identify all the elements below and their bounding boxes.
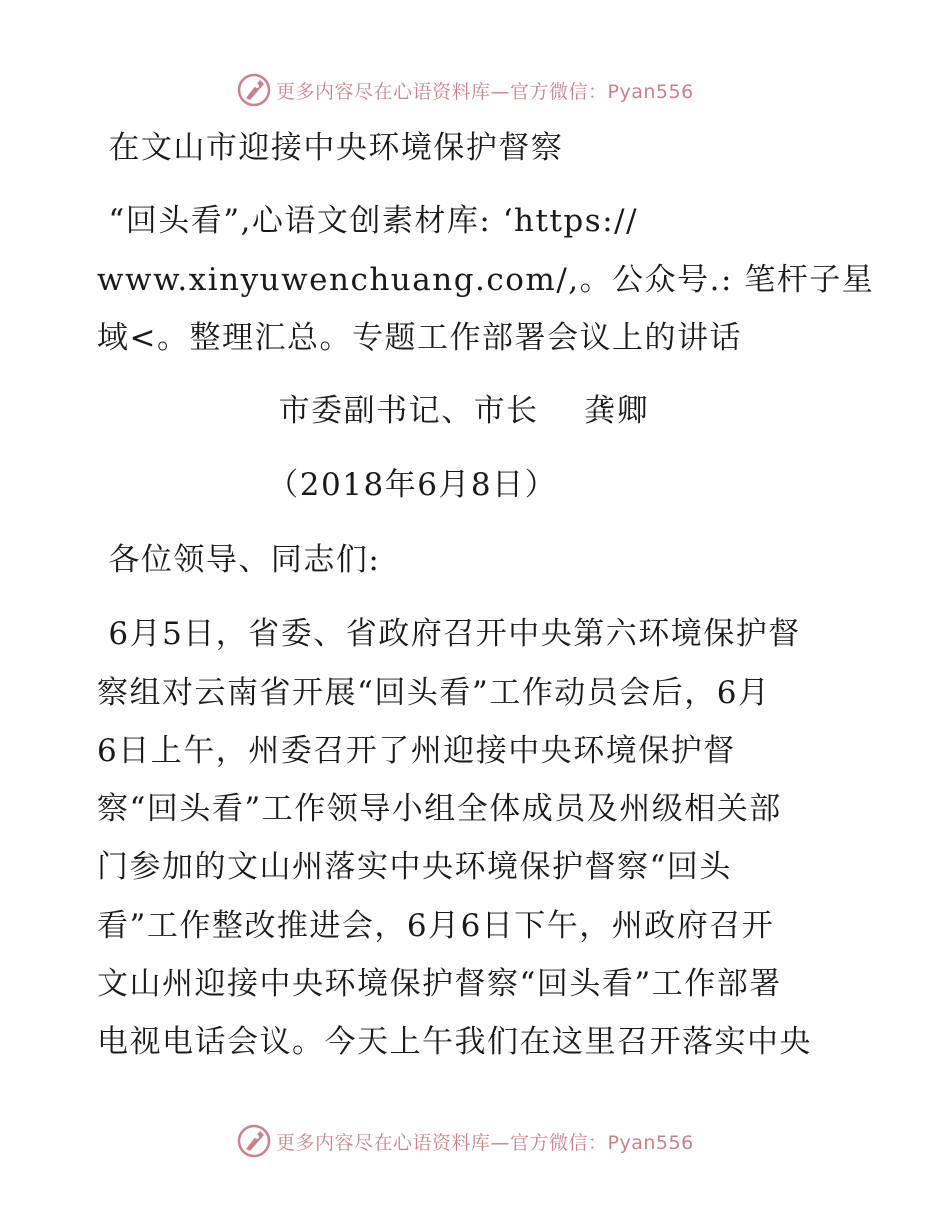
- salutation: 各位领导、同志们:: [97, 542, 381, 578]
- title-line-4: 域<。整理汇总。专题工作部署会议上的讲话: [97, 320, 742, 356]
- watermark-text: 更多内容尽在心语资料库—官方微信：Pyan556: [276, 1131, 694, 1154]
- title-line-1: 在文山市迎接中央环境保护督察: [97, 130, 564, 166]
- paragraph-line: 门参加的文山州落实中央环境保护督察“回头: [97, 849, 732, 885]
- title-line-2: “回头看”,心语文创素材库: ‘https://: [97, 203, 639, 239]
- watermark-footer: [236, 1121, 694, 1161]
- paragraph-line: 察组对云南省开展“回头看”工作动员会后，6月: [97, 675, 771, 711]
- paragraph-line: 电视电话会议。今天上午我们在这里召开落实中央: [97, 1024, 812, 1060]
- date-line: （2018年6月8日）: [97, 467, 558, 503]
- paragraph-line: 看”工作整改推进会，6月6日下午，州政府召开: [97, 908, 775, 944]
- paragraph-line: 6月5日，省委、省政府召开中央第六环境保护督: [97, 616, 801, 652]
- speaker-line: 市委副书记、市长 龚卿: [97, 393, 650, 429]
- paragraph-line: 察“回头看”工作领导小组全体成员及州级相关部: [97, 791, 782, 827]
- title-line-3: www.xinyuwenchuang.com/,。公众号.: 笔杆子星: [97, 262, 875, 298]
- watermark-text: 更多内容尽在心语资料库—官方微信：Pyan556: [276, 80, 694, 103]
- paragraph-line: 文山州迎接中央环境保护督察“回头看”工作部署: [97, 966, 782, 1002]
- pen-nib-logo-icon: [236, 1123, 272, 1159]
- paragraph-line: 6日上午，州委召开了州迎接中央环境保护督: [97, 733, 736, 769]
- watermark-header: [236, 70, 694, 110]
- pen-nib-logo-icon: [236, 72, 272, 108]
